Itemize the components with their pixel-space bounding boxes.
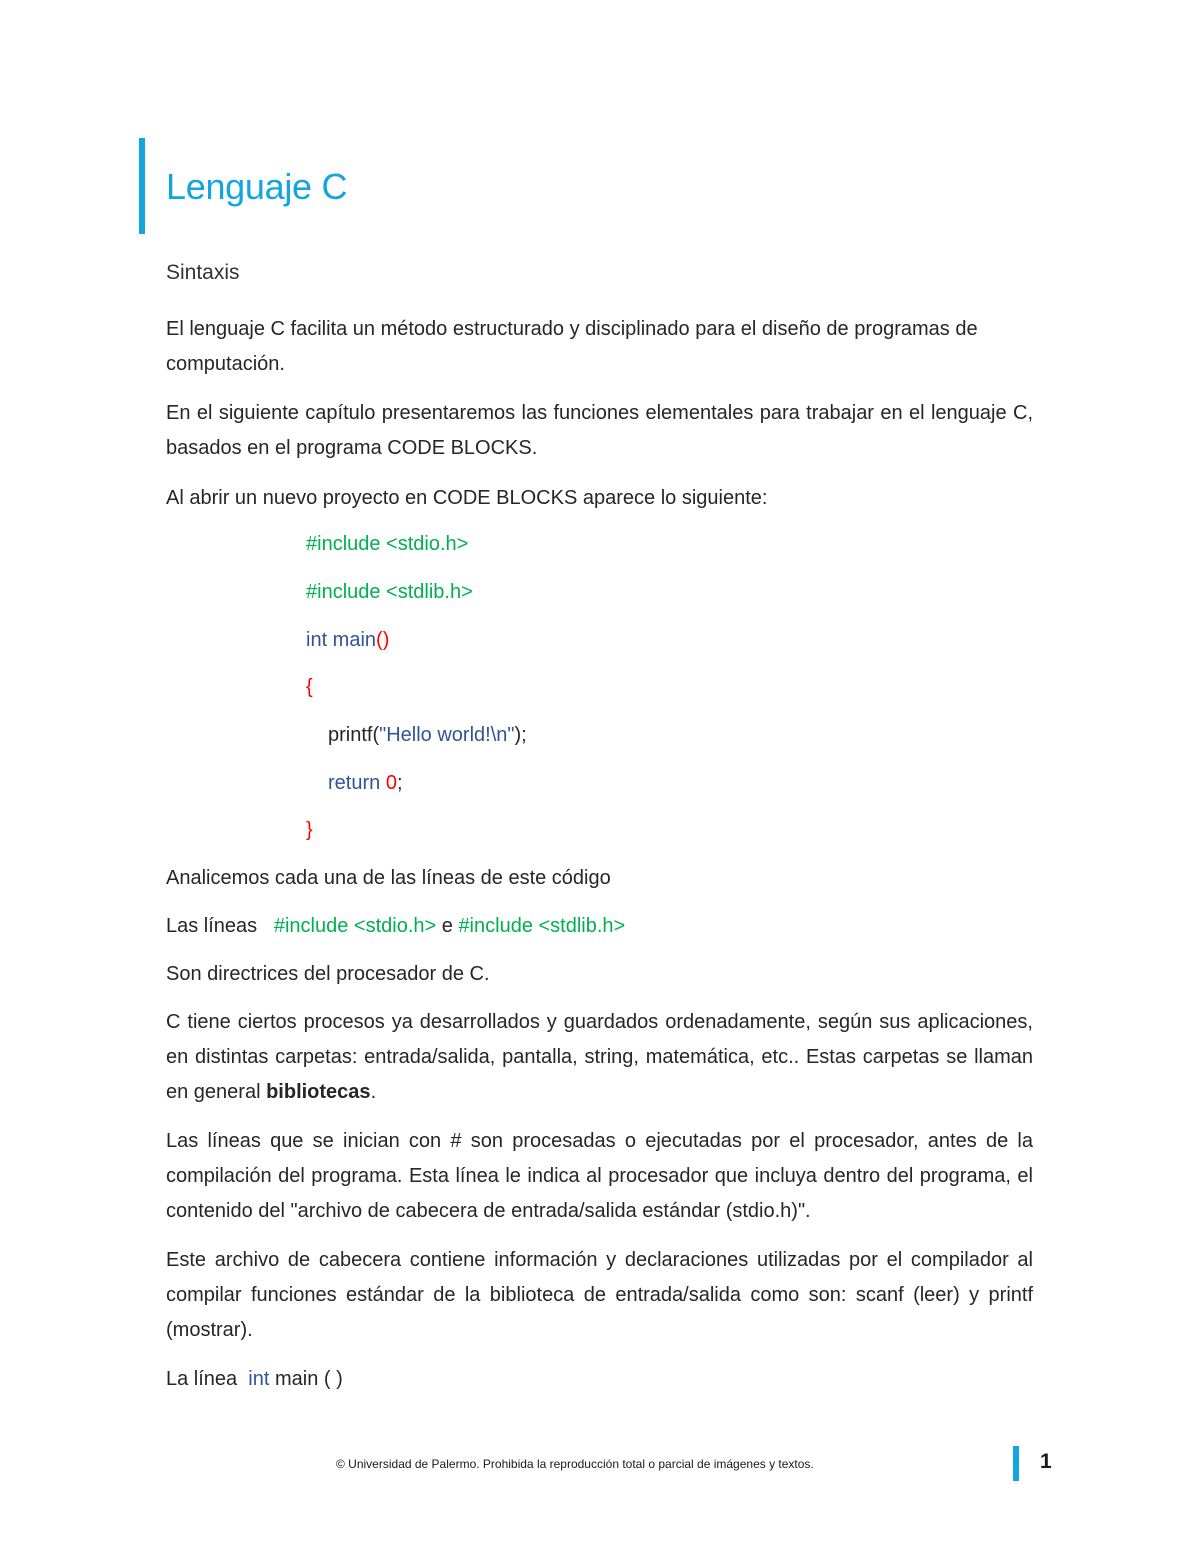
code-printf-func: printf( xyxy=(328,724,380,746)
code-printf-string: "Hello world!\n" xyxy=(379,724,515,746)
page-number: 1 xyxy=(1040,1450,1052,1473)
footer-accent-bar xyxy=(1013,1446,1019,1481)
include-lines-prefix: Las líneas xyxy=(166,915,274,937)
analyze-line: Analicemos cada una de las líneas de este código xyxy=(166,867,611,889)
footer-copyright: © Universidad de Palermo. Prohibida la reproducción total o parcial de imágenes y textos. xyxy=(336,1457,814,1471)
chapter-paragraph: En el siguiente capítulo presentaremos las funciones elementales para trabajar en el lenguaje C, basados en el programa CODE BLOCKS. xyxy=(166,402,1033,459)
code-close-brace: } xyxy=(306,819,313,841)
intro-paragraph: El lenguaje C facilita un método estructurado y disciplinado para el diseño de programas de computación. xyxy=(166,318,978,375)
title-accent-bar xyxy=(139,138,145,234)
include-stdlib-ref: #include <stdlib.h> xyxy=(458,915,626,937)
libraries-end: . xyxy=(370,1081,377,1103)
code-return-semicolon: ; xyxy=(396,772,403,794)
libraries-text: C tiene ciertos procesos ya desarrollados y guardados ordenadamente, según sus aplicaciones, en distintas carpetas: entrada/salida, pantalla, string, matemática, etc.. Estas carpetas se llaman en general xyxy=(166,1011,1033,1103)
main-line-suffix: main ( ) xyxy=(269,1368,343,1390)
page-title: Lenguaje C xyxy=(166,166,348,207)
hash-paragraph: Las líneas que se inician con # son procesadas o ejecutadas por el procesador, antes de la compilación del programa. Esta línea le indica al procesador que incluya dentro del programa, el contenido del "archivo de cabecera de entrada/salida estándar (stdio.h)". xyxy=(166,1130,1033,1222)
code-include-stdio: #include <stdio.h> xyxy=(306,533,469,555)
libraries-paragraph xyxy=(166,1005,1033,1110)
code-return-keyword: return xyxy=(328,772,386,794)
code-main-name: main xyxy=(327,629,377,651)
code-open-brace: { xyxy=(306,676,313,698)
libraries-bold-term: bibliotecas xyxy=(266,1081,371,1103)
include-lines-sentence xyxy=(166,909,1033,944)
new-project-line: Al abrir un nuevo proyecto en CODE BLOCKS aparece lo siguiente: xyxy=(166,487,768,509)
code-include-stdlib: #include <stdlib.h> xyxy=(306,581,473,603)
directives-line: Son directrices del procesador de C. xyxy=(166,963,490,985)
code-return-value: 0 xyxy=(385,772,397,794)
main-line-prefix: La línea xyxy=(166,1368,249,1390)
section-heading: Sintaxis xyxy=(166,261,240,284)
main-line-keyword: int xyxy=(248,1368,270,1390)
code-return-line xyxy=(328,768,403,798)
include-connector: e xyxy=(436,915,459,937)
code-printf-end: ); xyxy=(514,724,527,746)
include-stdio-ref: #include <stdio.h> xyxy=(273,915,437,937)
code-main-parens: () xyxy=(376,629,390,651)
header-file-paragraph: Este archivo de cabecera contiene información y declaraciones utilizadas por el compilador al compilar funciones estándar de la biblioteca de entrada/salida como son: scanf (leer) y printf (mostrar). xyxy=(166,1249,1033,1341)
code-printf-line xyxy=(328,720,527,750)
main-line-sentence xyxy=(166,1362,1033,1397)
code-int-keyword: int xyxy=(306,629,328,651)
code-main-line xyxy=(306,625,389,655)
